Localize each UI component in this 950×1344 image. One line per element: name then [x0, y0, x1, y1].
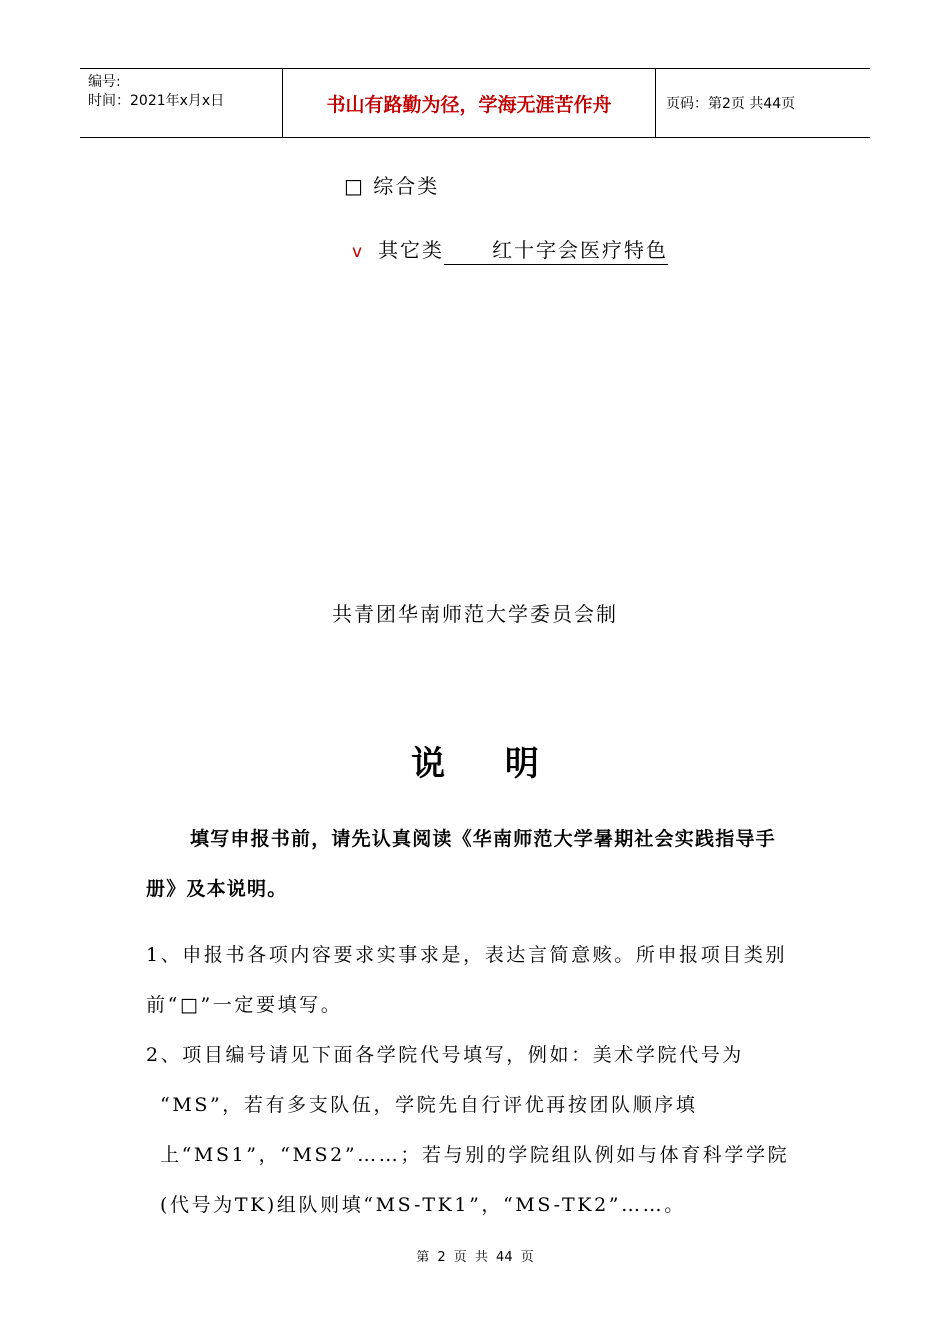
doc-time-label: 时间：2021年x月x日 [88, 93, 225, 109]
instruction-item-2-lead: 2、项目编号请见下面各学院代号填写，例如：美术学院代号为 [146, 1044, 744, 1066]
instruction-item-1: 1、申报书各项内容要求实事求是，表达言简意赅。所申报项目类别前“□”一定要填写。 [146, 944, 788, 1016]
header-meta [80, 69, 282, 137]
organization-name: 共青团华南师范大学委员会制 [332, 602, 618, 626]
instruction-item-2 [146, 1030, 806, 1230]
doc-number-label: 编号: [88, 74, 121, 90]
check-mark-icon: v [352, 242, 365, 262]
category-other-label: 其它类 [378, 238, 445, 262]
header-motto: 书山有路勤为径，学海无涯苦作舟 [282, 69, 656, 137]
category-comprehensive: □ 综合类 [344, 174, 440, 198]
intro-paragraph: 填写申报书前，请先认真阅读《华南师范大学暑期社会实践指导手册》及本说明。 [146, 828, 776, 900]
page-header [80, 68, 870, 138]
category-other-value: 红十字会医疗特色 [444, 238, 668, 265]
category-other [352, 234, 668, 263]
header-page-info: 页码：第2页 共44页 [666, 96, 796, 112]
instruction-item-2-rest: “MS”，若有多支队伍，学院先自行评优再按团队顺序填上“MS1”，“MS2”……；若与别的学院组队例如与体育科学学院(代号为TK)组队则填“MS-TK1”，“MS-TK2”……。 [160, 1094, 790, 1216]
page-footer: 第 2 页 共 44 页 [416, 1250, 534, 1265]
section-title: 说 明 [411, 744, 539, 784]
